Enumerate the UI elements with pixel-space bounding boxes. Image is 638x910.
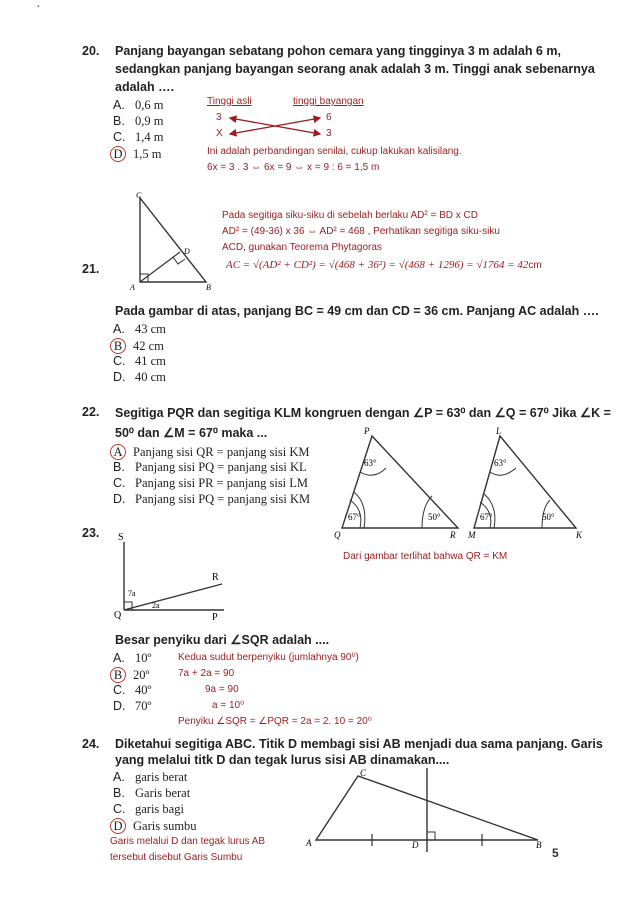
angle-63-pqr: 63°: [364, 458, 377, 468]
q23-note-line1: Kedua sudut berpenyiku (jumlahnya 90⁰): [178, 652, 359, 663]
label-c: C: [136, 191, 142, 200]
q24-text-line2: yang melalui titk D dan tegak lurus sisi AB dinamakan....: [115, 753, 450, 767]
q24-note-line2: tersebut disebut Garis Sumbu: [110, 852, 243, 863]
label-a: A: [306, 838, 312, 848]
q21-option-d[interactable]: D. 40 cm: [113, 370, 166, 384]
answer-circle: A: [110, 444, 126, 460]
label-m: M: [468, 530, 476, 540]
answer-circle: B: [110, 667, 126, 683]
q22-option-b[interactable]: B. Panjang sisi PQ = panjang sisi KL: [113, 460, 307, 474]
q20-option-b[interactable]: B. 0,9 m: [113, 114, 164, 128]
q23-angle-figure: [112, 528, 240, 620]
q22-note: Dari gambar terlihat bahwa QR = KM: [343, 551, 508, 562]
answer-circle: D: [110, 818, 126, 834]
label-p: P: [364, 426, 370, 436]
q23-option-a[interactable]: A. 10º: [113, 651, 152, 665]
q21-option-a[interactable]: A. 43 cm: [113, 322, 166, 336]
q24-triangle-figure: [296, 766, 554, 854]
q20-note-head-left: Tinggi asli: [207, 96, 252, 107]
label-k: K: [576, 530, 583, 540]
q22-option-c[interactable]: C. Panjang sisi PR = panjang sisi LM: [113, 476, 309, 490]
q21-triangle-figure: [118, 190, 214, 294]
label-c: C: [360, 768, 367, 778]
label-r: R: [450, 530, 456, 540]
angle-7a: 7a: [128, 589, 136, 598]
label-q: Q: [114, 610, 122, 620]
q20-note-r2-left: X: [216, 128, 223, 139]
q21-note-line3: ACD, gunakan Teorema Phytagoras: [222, 242, 382, 253]
q23-question: Besar penyiku dari ∠SQR adalah ....: [115, 633, 330, 647]
label-b: B: [536, 840, 542, 850]
q24-option-a[interactable]: A. garis berat: [113, 770, 188, 784]
q23-option-b[interactable]: B 20º: [113, 667, 149, 683]
q24-option-d[interactable]: D Garis sumbu: [113, 818, 197, 834]
q24-note-line1: Garis melalui D dan tegak lurus AB: [110, 836, 266, 847]
cross-arrows: [226, 114, 326, 140]
q22-text-line1: Segitiga PQR dan segitiga KLM kongruen dengan ∠P = 63⁰ dan ∠Q = 67⁰ Jika ∠K =: [115, 406, 611, 420]
q24-text-line1: Diketahui segitiga ABC. Titik D membagi sisi AB menjadi dua sama panjang. Garis: [115, 737, 603, 751]
stray-dot: ·: [36, 0, 41, 15]
answer-circle: D: [110, 146, 126, 162]
q22-option-a[interactable]: A Panjang sisi QR = panjang sisi KM: [113, 444, 310, 460]
q22-text-line2: 50⁰ dan ∠M = 67⁰ maka ...: [115, 426, 268, 440]
q21-question: Pada gambar di atas, panjang BC = 49 cm dan CD = 36 cm. Panjang AC adalah ….: [115, 304, 599, 318]
q20-option-c[interactable]: C. 1,4 m: [113, 130, 164, 144]
angle-67-pqr: 67°: [348, 512, 361, 522]
q20-note-r1-right: 6: [326, 112, 332, 123]
angle-50-pqr: 50°: [428, 512, 441, 522]
answer-circle: B: [110, 338, 126, 354]
q20-option-a[interactable]: A. 0,6 m: [113, 98, 164, 112]
q23-option-d[interactable]: D. 70º: [113, 699, 152, 713]
q23-note-line2: 7a + 2a = 90: [178, 668, 235, 679]
q24-option-c[interactable]: C. garis bagi: [113, 802, 184, 816]
q23-option-c[interactable]: C. 40º: [113, 683, 152, 697]
q20-text-line1: Panjang bayangan sebatang pohon cemara yang tingginya 3 m adalah 6 m,: [115, 44, 561, 58]
q23-note-line5: Penyiku ∠SQR = ∠PQR = 2a = 2. 10 = 20⁰: [178, 716, 372, 727]
q21-note-line2: AD² = (49-36) x 36 ⇔ AD² = 468 , Perhatikan segitiga siku-siku: [222, 226, 500, 237]
label-d: D: [412, 840, 419, 850]
label-r: R: [212, 572, 219, 583]
page-number: 5: [552, 846, 559, 860]
label-l: L: [496, 426, 502, 436]
q24-number: 24.: [82, 737, 100, 751]
q21-option-b[interactable]: B 42 cm: [113, 338, 164, 354]
q24-option-b[interactable]: B. Garis berat: [113, 786, 191, 800]
q22-triangles-figure: [330, 420, 600, 542]
q21-option-c[interactable]: C. 41 cm: [113, 354, 166, 368]
label-p: P: [212, 612, 218, 620]
label-d: D: [184, 247, 190, 256]
angle-2a: 2a: [152, 601, 160, 610]
q22-number: 22.: [82, 405, 100, 419]
q20-option-d[interactable]: D 1,5 m: [113, 146, 161, 162]
label-b: B: [206, 283, 211, 292]
q20-note-head-right: tinggi bayangan: [293, 96, 364, 107]
q23-note-line4: a = 10⁰: [212, 700, 245, 711]
q21-number: 21.: [82, 262, 100, 276]
q20-note-r2-right: 3: [326, 128, 332, 139]
angle-67-lmk: 67°: [480, 512, 493, 522]
q22-option-d[interactable]: D. Panjang sisi PQ = panjang sisi KM: [113, 492, 311, 506]
q21-note-line1: Pada segitiga siku-siku di sebelah berlaku AD² = BD x CD: [222, 210, 478, 221]
q21-note-formula: AC = √(AD² + CD²) = √(468 + 36²) = √(468 + 1296) = √1764 = 42cm: [226, 259, 542, 271]
q20-text-line2: sedangkan panjang bayangan seorang anak adalah 3 m. Tinggi anak sebenarnya: [115, 62, 595, 76]
q20-note-line1: Ini adalah perbandingan senilai, cukup lakukan kalisilang.: [207, 146, 462, 157]
label-s: S: [118, 532, 124, 543]
q23-note-line3: 9a = 90: [205, 684, 239, 695]
q20-text-line3: adalah ….: [115, 80, 175, 94]
angle-50-lmk: 50°: [542, 512, 555, 522]
q23-number: 23.: [82, 526, 100, 540]
label-a: A: [130, 283, 135, 292]
q20-number: 20.: [82, 44, 100, 58]
q20-note-line2: 6x = 3 . 3 ⇔ 6x = 9 ⇔ x = 9 : 6 = 1,5 m: [207, 162, 380, 173]
angle-63-lmk: 63°: [494, 458, 507, 468]
label-q: Q: [334, 530, 341, 540]
q20-note-r1-left: 3: [216, 112, 222, 123]
